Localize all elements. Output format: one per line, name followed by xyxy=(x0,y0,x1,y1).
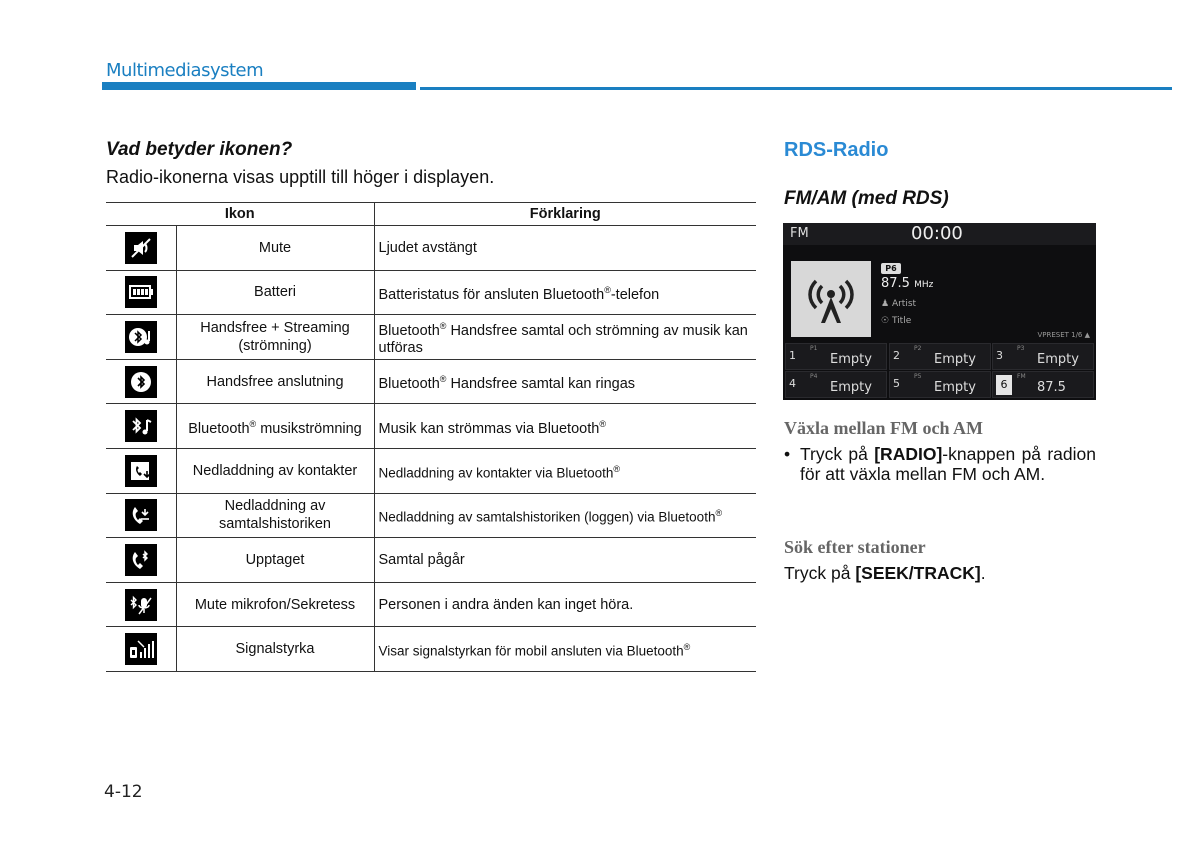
preset-button-1: 1 P1 Empty xyxy=(785,343,887,370)
table-row xyxy=(106,315,756,360)
row-desc: Batteristatus för ansluten Bluetooth®-telefon xyxy=(374,270,756,315)
rds-radio-title: RDS-Radio xyxy=(784,139,889,161)
header-rule-thin xyxy=(420,87,1172,90)
section-title: Multimediasystem xyxy=(106,60,264,81)
row-desc: Musik kan strömmas via Bluetooth® xyxy=(374,404,756,449)
row-name: Nedladdning av samtalshistoriken xyxy=(176,493,374,538)
row-desc: Nedladdning av samtalshistoriken (loggen) via Bluetooth® xyxy=(374,493,756,538)
row-desc: Personen i andra änden kan inget höra. xyxy=(374,582,756,627)
screen-vpreset: VPRESET 1/6 ▲ xyxy=(1037,331,1090,339)
row-desc: Ljudet avstängt xyxy=(374,226,756,271)
preset-button-5: 5 P5 Empty xyxy=(889,371,991,398)
icon-meaning-intro: Radio-ikonerna visas upptill till höger i displayen. xyxy=(106,167,495,187)
table-row xyxy=(106,493,756,538)
col-header-icon: Ikon xyxy=(106,203,374,226)
table-row xyxy=(106,627,756,672)
bluetooth-music-icon xyxy=(125,410,157,442)
row-name: Mute xyxy=(176,226,374,271)
row-name: Upptaget xyxy=(176,538,374,583)
row-desc: Samtal pågår xyxy=(374,538,756,583)
screen-clock: 00:00 xyxy=(911,223,963,244)
mute-icon xyxy=(125,232,157,264)
row-desc: Nedladdning av kontakter via Bluetooth® xyxy=(374,448,756,493)
row-name: Signalstyrka xyxy=(176,627,374,672)
table-row xyxy=(106,448,756,493)
row-name: Bluetooth® musikströmning xyxy=(176,404,374,449)
screen-band-label: FM xyxy=(790,226,809,241)
seek-stations-heading: Sök efter stationer xyxy=(784,537,926,557)
bullet-dot: • xyxy=(784,444,791,464)
call-history-download-icon xyxy=(125,499,157,531)
table-row xyxy=(106,582,756,627)
table-row xyxy=(106,538,756,583)
contacts-download-icon xyxy=(125,455,157,487)
col-header-description: Förklaring xyxy=(374,203,756,226)
row-desc: Visar signalstyrkan för mobil ansluten via Bluetooth® xyxy=(374,627,756,672)
table-row xyxy=(106,226,756,271)
row-name: Batteri xyxy=(176,270,374,315)
preset-button-2: 2 P2 Empty xyxy=(889,343,991,370)
battery-icon xyxy=(125,276,157,308)
icon-meaning-heading: Vad betyder ikonen? xyxy=(106,139,293,160)
handsfree-connection-icon xyxy=(125,366,157,398)
table-header-row xyxy=(106,203,756,226)
row-name: Nedladdning av kontakter xyxy=(176,448,374,493)
page-number: 4-12 xyxy=(104,782,143,802)
mic-mute-icon xyxy=(125,589,157,621)
fm-am-subtitle: FM/AM (med RDS) xyxy=(784,188,949,209)
row-desc: Bluetooth® Handsfree samtal och strömning av musik kan utföras xyxy=(374,315,756,360)
seek-instruction: Tryck på [SEEK/TRACK]. xyxy=(784,563,986,583)
icon-table xyxy=(106,202,756,672)
row-name: Handsfree + Streaming (strömning) xyxy=(176,315,374,360)
screen-artist: ♟ Artist xyxy=(881,299,917,309)
preset-button-3: 3 P3 Empty xyxy=(992,343,1094,370)
row-name: Mute mikrofon/Sekretess xyxy=(176,582,374,627)
switch-fm-am-heading: Växla mellan FM och AM xyxy=(784,418,983,438)
radio-screen-image xyxy=(783,223,1096,400)
screen-frequency: 87.5 MHz xyxy=(881,276,934,291)
switch-fm-am-instruction: • Tryck på [RADIO]-knappen på radion för att växla mellan FM och AM. xyxy=(784,444,1097,484)
busy-icon xyxy=(125,544,157,576)
preset-button-4: 4 P4 Empty xyxy=(785,371,887,398)
table-row xyxy=(106,359,756,404)
preset-badge: P6 xyxy=(881,263,901,274)
row-name: Handsfree anslutning xyxy=(176,359,374,404)
radio-antenna-icon xyxy=(791,261,871,337)
header-rule-thick xyxy=(102,82,416,90)
screen-title: ☉ Title xyxy=(881,316,912,326)
row-desc: Bluetooth® Handsfree samtal kan ringas xyxy=(374,359,756,404)
table-row xyxy=(106,270,756,315)
table-row xyxy=(106,404,756,449)
handsfree-streaming-icon xyxy=(125,321,157,353)
signal-strength-icon xyxy=(125,633,157,665)
preset-button-6: 6 FM 87.5 xyxy=(992,371,1094,398)
preset-grid xyxy=(783,342,1096,400)
